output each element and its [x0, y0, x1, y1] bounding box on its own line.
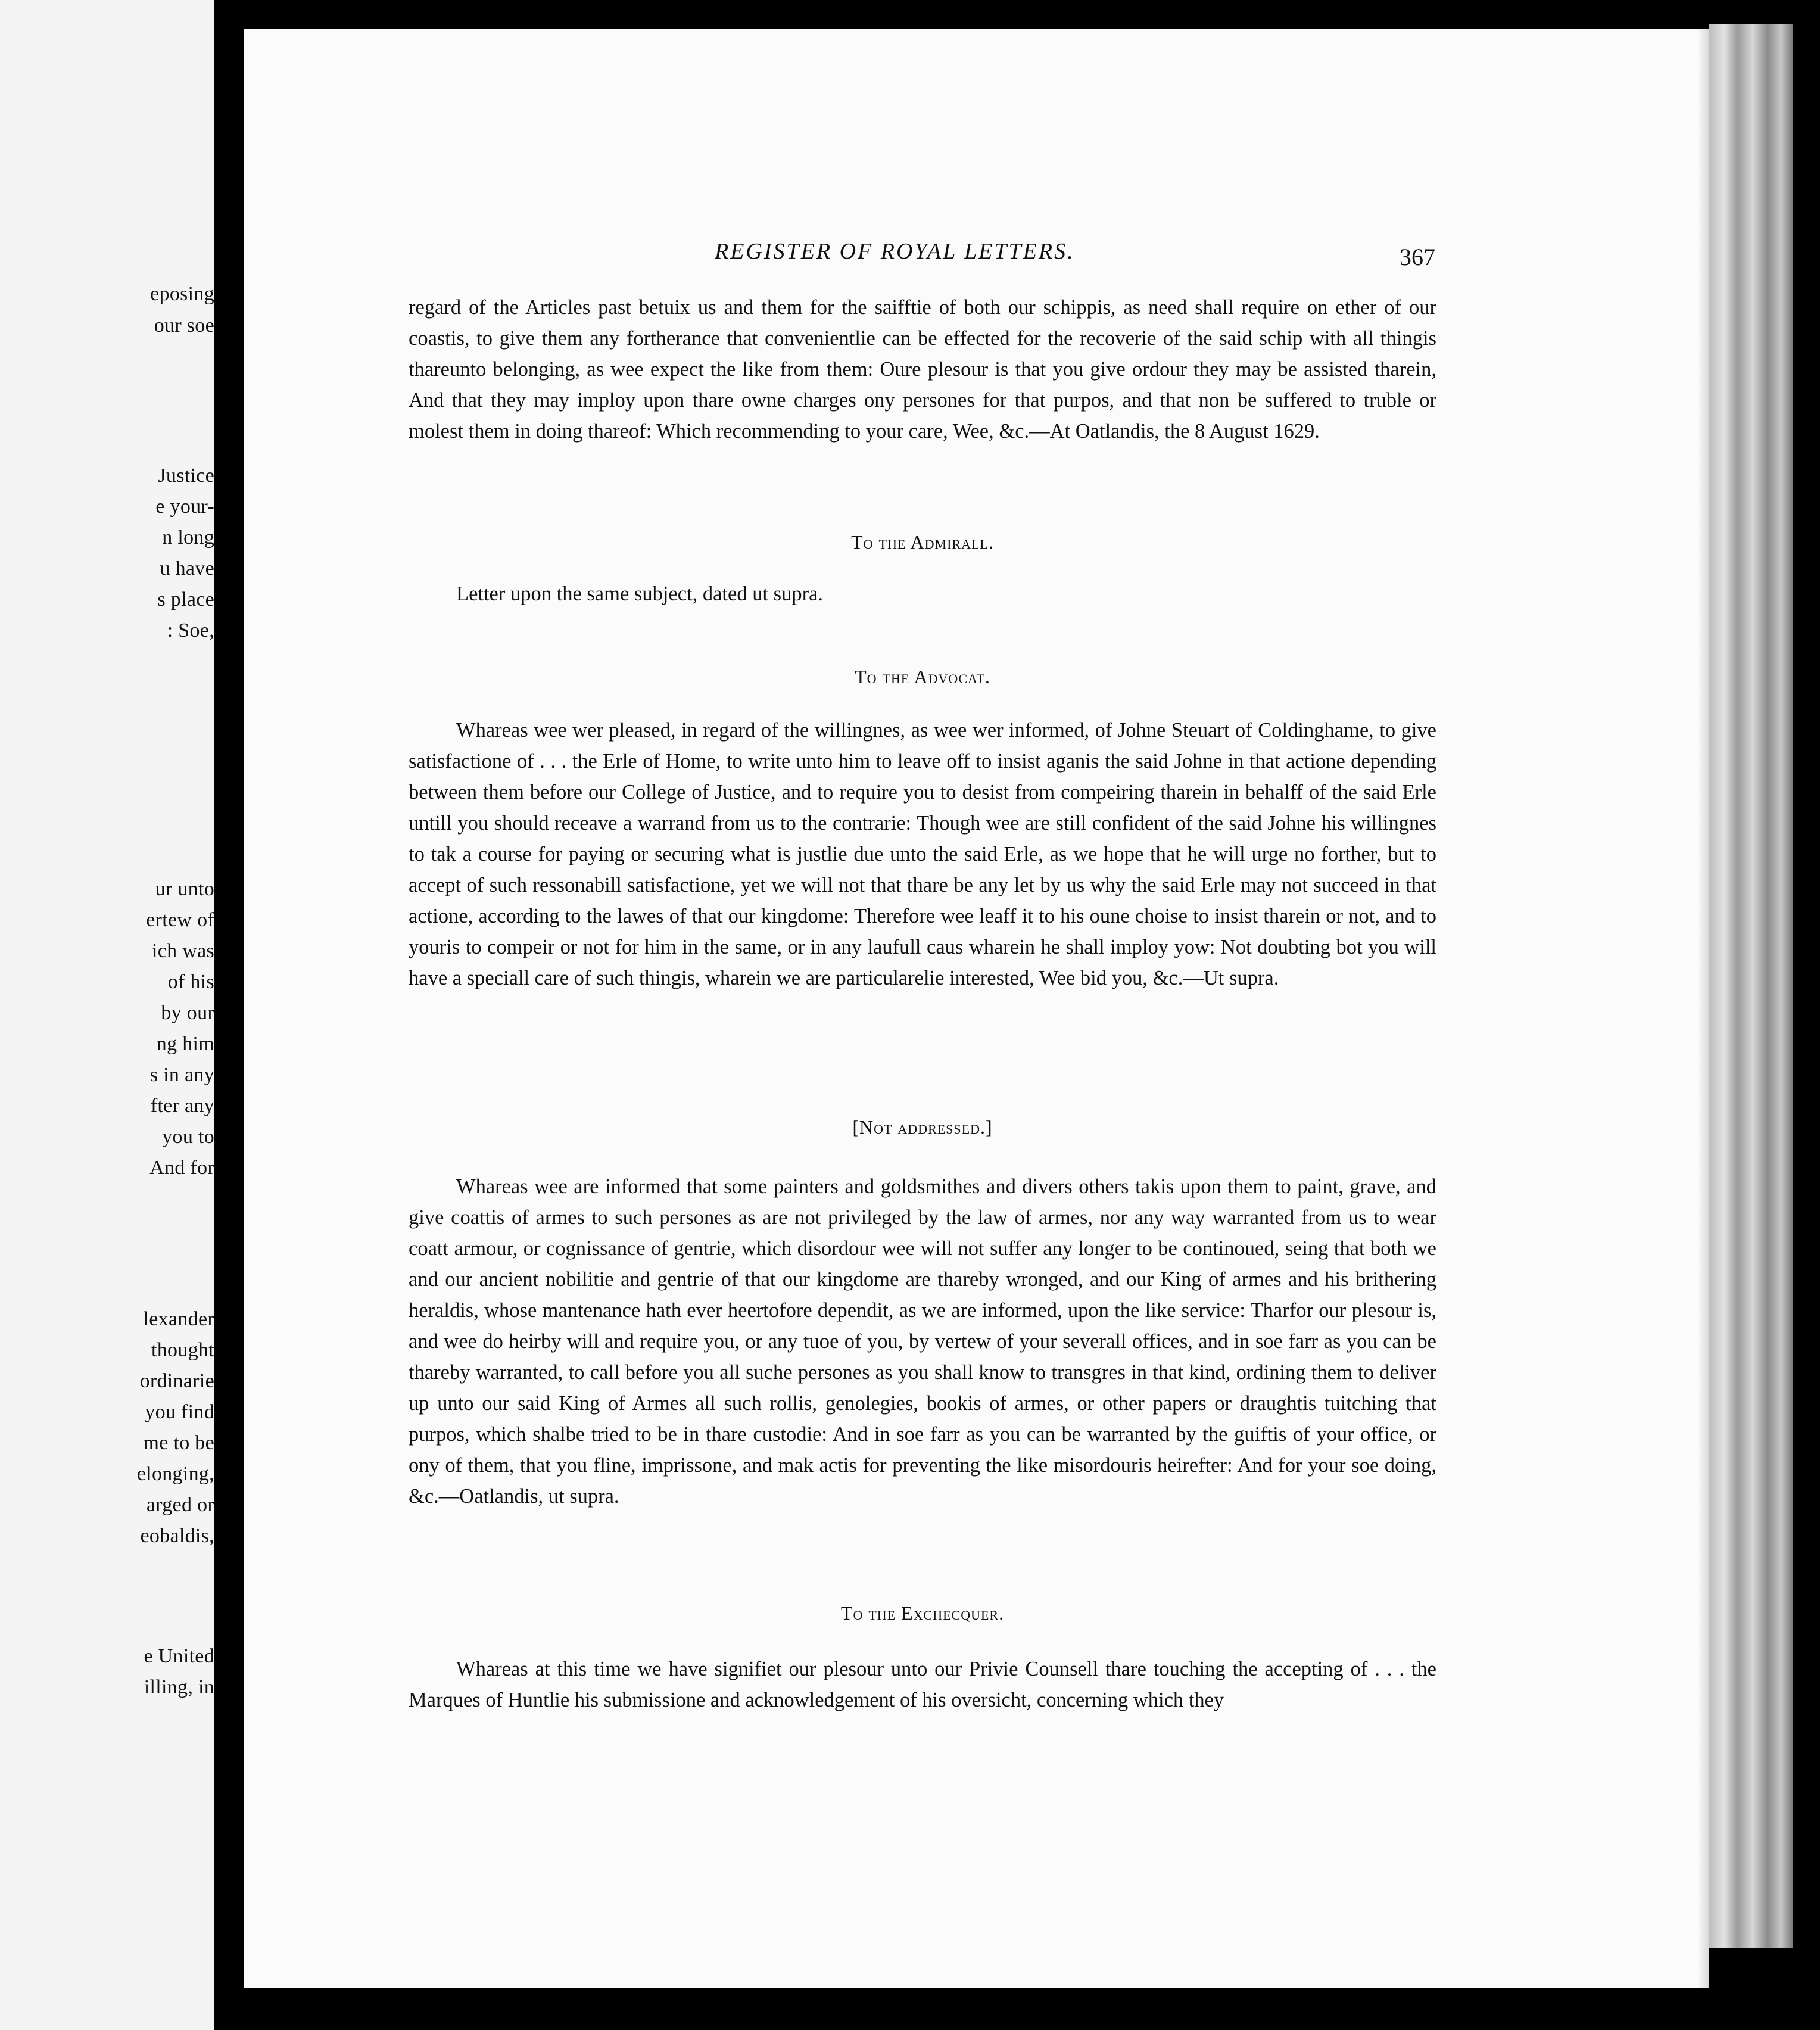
- facing-page-line: s in any: [149, 1064, 214, 1086]
- facing-page-line: ng him: [156, 1033, 214, 1055]
- page-shadow: [1697, 29, 1709, 1988]
- continuation-paragraph: [409, 292, 1436, 447]
- section-heading-not-addressed: [Not addressed.]: [852, 1116, 993, 1138]
- facing-page-line: e your-: [155, 496, 214, 518]
- facing-page-line: ich was: [151, 940, 214, 962]
- facing-page-line: n long: [162, 527, 214, 549]
- facing-page-line: you to: [162, 1126, 214, 1148]
- advocat-paragraph: [409, 715, 1436, 994]
- facing-page: [0, 0, 214, 2030]
- facing-page-line: illing, in: [144, 1676, 214, 1698]
- facing-page-line: Justice: [158, 465, 214, 487]
- facing-page-line: And for: [149, 1157, 214, 1179]
- facing-page-line: ordinarie: [139, 1370, 214, 1392]
- facing-page-line: me to be: [143, 1432, 214, 1454]
- page-number: 367: [1400, 244, 1435, 270]
- section-heading-exchecquer: To the Exchecquer.: [840, 1602, 1005, 1624]
- continuation-text: regard of the Articles past betuix us and them for the saifftie of both our schippis, as need shall require on ether of our coastis, to give them any fortherance that convenientlie can be effected for the recoverie of the said schip with all thingis thareunto belonging, as wee expect the like from them: Oure plesour is that you give ordour they may be assisted tharein, And that they may imploy upon thare owne charges ony persones for that purpos, and that non be suffered to truble or molest them in doing thareof: Which recommending to your care, Wee, &c.—At Oatlandis, the 8 August 1629.: [409, 296, 1436, 443]
- facing-page-line: ur unto: [155, 878, 214, 900]
- facing-page-line: ertew of: [146, 909, 214, 931]
- facing-page-line: e United: [144, 1645, 214, 1667]
- running-head: REGISTER OF ROYAL LETTERS.: [715, 239, 1075, 264]
- section-heading-advocat: To the Advocat.: [855, 666, 990, 687]
- not-addressed-letter-text: Whareas wee are informed that some painters and goldsmithes and divers others takis upon them to paint, grave, and give coattis of armes to such persones as are not privileged by the law of armes, nor any way warranted from us to wear coatt armour, or cognissance of gentrie, which disordour wee will not suffer any longer to be continoued, seing that both we and our ancient nobilitie and gentrie of that our kingdome are thareby wronged, and our King of armes and his brithering heraldis, whose mantenance hath ever heertofore dependit, as we are informed, upon the like service: Tharfor our plesour is, and wee do heirby will and require you, or any tuoe of you, by vertew of your severall offices, and in soe farr as you can be thareby warranted, to call before you all suche persones as you shall know to transgres in that kind, ordining them to deliver up unto our said King of Armes all such rollis, genolegies, bookis of armes, or other papers or draughtis tuitching that purpos, which shalbe tried to be in thare custodie: And in soe farr as you can be warranted by the guiftis of your office, or ony of them, that you fline, imprissone, and mak actis for preventing the like misordouris heirefter: And for your soe doing, &c.—Oatlandis, ut supra.: [409, 1175, 1436, 1508]
- section-heading-admirall: To the Admirall.: [851, 531, 994, 553]
- facing-page-line: lexander: [143, 1308, 214, 1330]
- advocat-letter-text: Whareas wee wer pleased, in regard of the willingnes, as wee wer informed, of Johne Steuart of Coldinghame, to give satisfactione of . . . the Erle of Home, to write unto him to leave off to insist aganis the said Johne in that actione depending between them before our College of Justice, and to require you to desist from compeiring tharein in behalff of the said Erle untill you should receave a warrand from us to the contrarie: Though wee are still confident of the said Johne his willingnes to tak a course for paying or securing what is justlie due unto the said Erle, as we hope that he will urge no forther, but to accept of such ressonabill satisfactione, yet we will not that thare be any let by us why the said Erle may not succeed in that actione, according to the lawes of that our kingdome: Therefore wee leaff it to his oune choise to insist tharein or not, and to youris to compeir or not for him in the same, or in any laufull caus wharein he shall imploy yow: Not doubting bot you will have a speciall care of such thingis, wharein we are particularelie interested, Wee bid you, &c.—Ut supra.: [409, 719, 1436, 989]
- facing-page-line: : Soe,: [167, 619, 214, 642]
- book-gutter: [214, 0, 244, 2030]
- facing-page-line: by our: [161, 1002, 214, 1024]
- exchecquer-letter-text: Whareas at this time we have signifiet our plesour unto our Privie Counsell thare touching the accepting of . . . the Marques of Huntlie his submissione and acknowledgement of his oversicht, concerning which they: [409, 1658, 1436, 1711]
- facing-page-line: u have: [160, 558, 214, 580]
- admirall-letter-text: Letter upon the same subject, dated ut supra.: [456, 583, 824, 605]
- book-page-edges: [1709, 24, 1793, 1948]
- facing-page-line: of his: [167, 971, 214, 993]
- facing-page-line: eobaldis,: [140, 1525, 214, 1547]
- facing-page-line: arged or: [146, 1494, 214, 1516]
- not-addressed-paragraph: [409, 1171, 1436, 1512]
- facing-page-line: fter any: [150, 1095, 214, 1117]
- facing-page-line: eposing: [150, 283, 214, 305]
- facing-page-line: elonging,: [136, 1463, 214, 1485]
- facing-page-line: our soe: [154, 315, 214, 337]
- exchecquer-paragraph: [409, 1654, 1436, 1715]
- facing-page-line: you find: [145, 1401, 214, 1423]
- facing-page-line: thought: [151, 1339, 214, 1361]
- facing-page-line: s place: [157, 589, 214, 611]
